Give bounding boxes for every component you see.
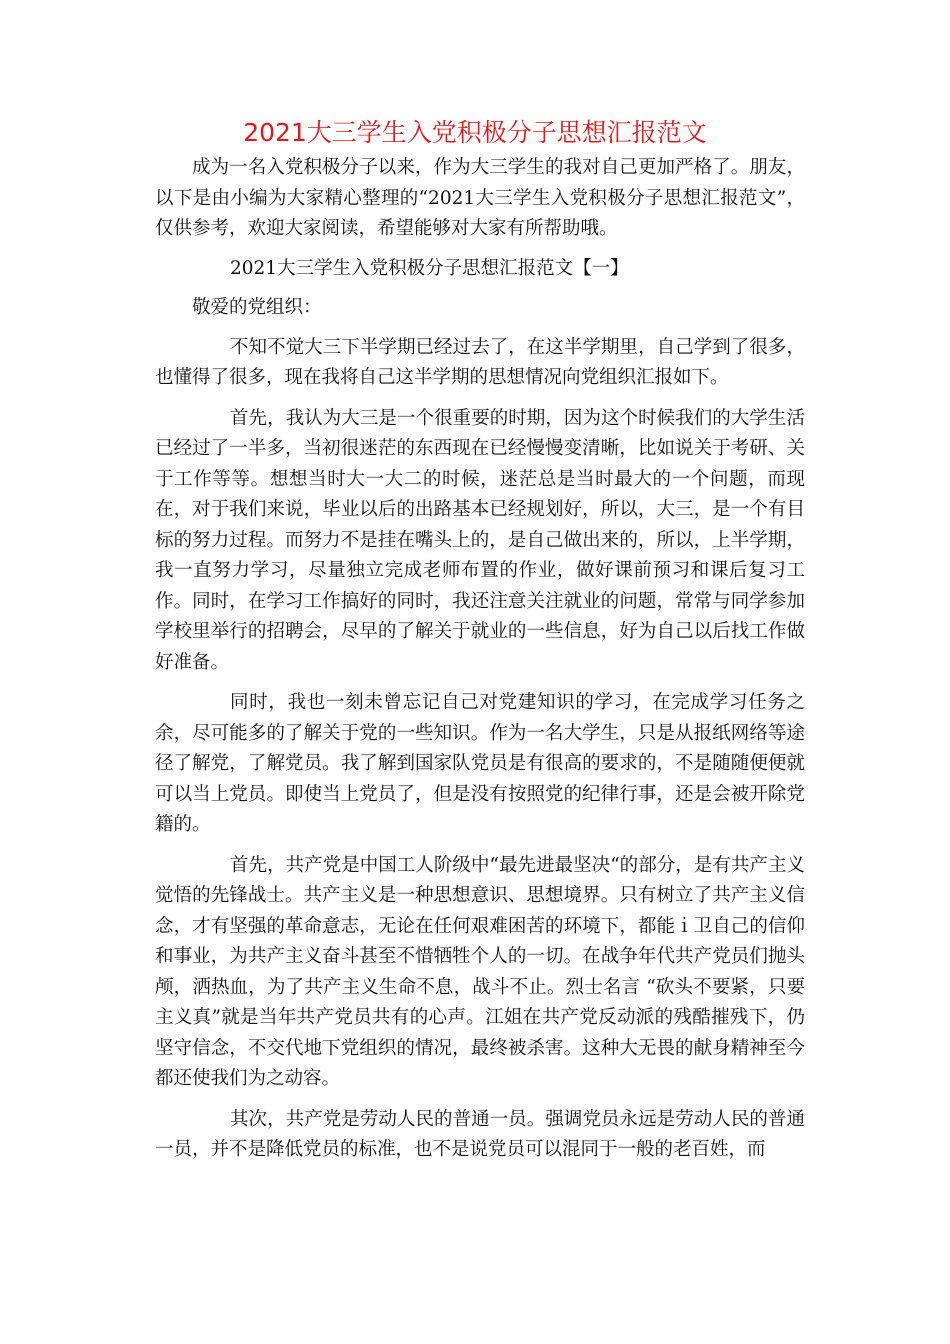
- body-paragraph: 首先，共产党是中国工人阶级中“最先进最坚决“的部分，是有共产主义觉悟的先锋战士。共产主义是一种思想意识、思想境界。只有树立了共产主义信念，才有坚强的革命意志，无论在任何艰难困苦的环境下，都能ｉ卫自己的信仰和事业，为共产主义奋斗甚至不惜牺牲个人的一切。在战争年代共产党员们抛头颅，洒热血，为了共产主义生命不息，战斗不止。烈士名言 “砍头不要紧，只要主义真”就是当年共产党员共有的心声。江姐在共产党反动派的残酷摧残下，仍坚守信念，不交代地下党组织的情况，最终被杀害。这种大无畏的献身精神至今都还使我们为之动容。: [155, 854, 805, 1089]
- body-paragraph: 其次，共产党是劳动人民的普通一员。强调党员永远是劳动人民的普通一员，并不是降低党员的标准，也不是说党员可以混同于一般的老百姓，而: [155, 1108, 805, 1160]
- body-paragraph: 首先，我认为大三是一个很重要的时期，因为这个时候我们的大学生活已经过了一半多，当初很迷茫的东西现在已经慢慢变清晰，比如说关于考研、关于工作等等。想想当时大一大二的时候，迷茫总是当时最大的一个问题，而现在，对于我们来说，毕业以后的出路基本已经规划好，所以，大三，是一个有目标的努力过程。而努力不是挂在嘴头上的，是自己做出来的，所以，上半学期，我一直努力学习，尽量独立完成老师布置的作业，做好课前预习和课后复习工作。同时，在学习工作搞好的同时，我还注意关注就业的问题，常常与同学参加学校里举行的招聘会，尽早的了解关于就业的一些信息，好为自己以后找工作做好准备。: [155, 407, 805, 673]
- body-paragraph: 不知不觉大三下半学期已经过去了，在这半学期里，自己学到了很多，也懂得了很多，现在我将自己这半学期的思想情况向党组织汇报如下。: [155, 336, 805, 388]
- body-paragraph: 同时，我也一刻未曾忘记自己对党建知识的学习，在完成学习任务之余，尽可能多的了解关于党的一些知识。作为一名大学生，只是从报纸网络等途径了解党，了解党员。我了解到国家队党员是有很高的要求的，不是随随便便就可以当上党员。即使当上党员了，但是没有按照党的纪律行事，还是会被开除党籍的。: [155, 692, 805, 835]
- section-subheading: 2021大三学生入党积极分子思想汇报范文【一】: [230, 257, 629, 279]
- intro-paragraph: 成为一名入党积极分子以来，作为大三学生的我对自己更加严格了。朋友，以下是由小编为大家精心整理的“2021大三学生入党积极分子思想汇报范文”，仅供参考，欢迎大家阅读，希望能够对大家有所帮助哦。: [155, 157, 805, 239]
- salutation: 敬爱的党组织：: [192, 297, 322, 318]
- document-title: 2021大三学生入党积极分子思想汇报范文: [243, 118, 707, 147]
- document-body: [155, 153, 805, 1176]
